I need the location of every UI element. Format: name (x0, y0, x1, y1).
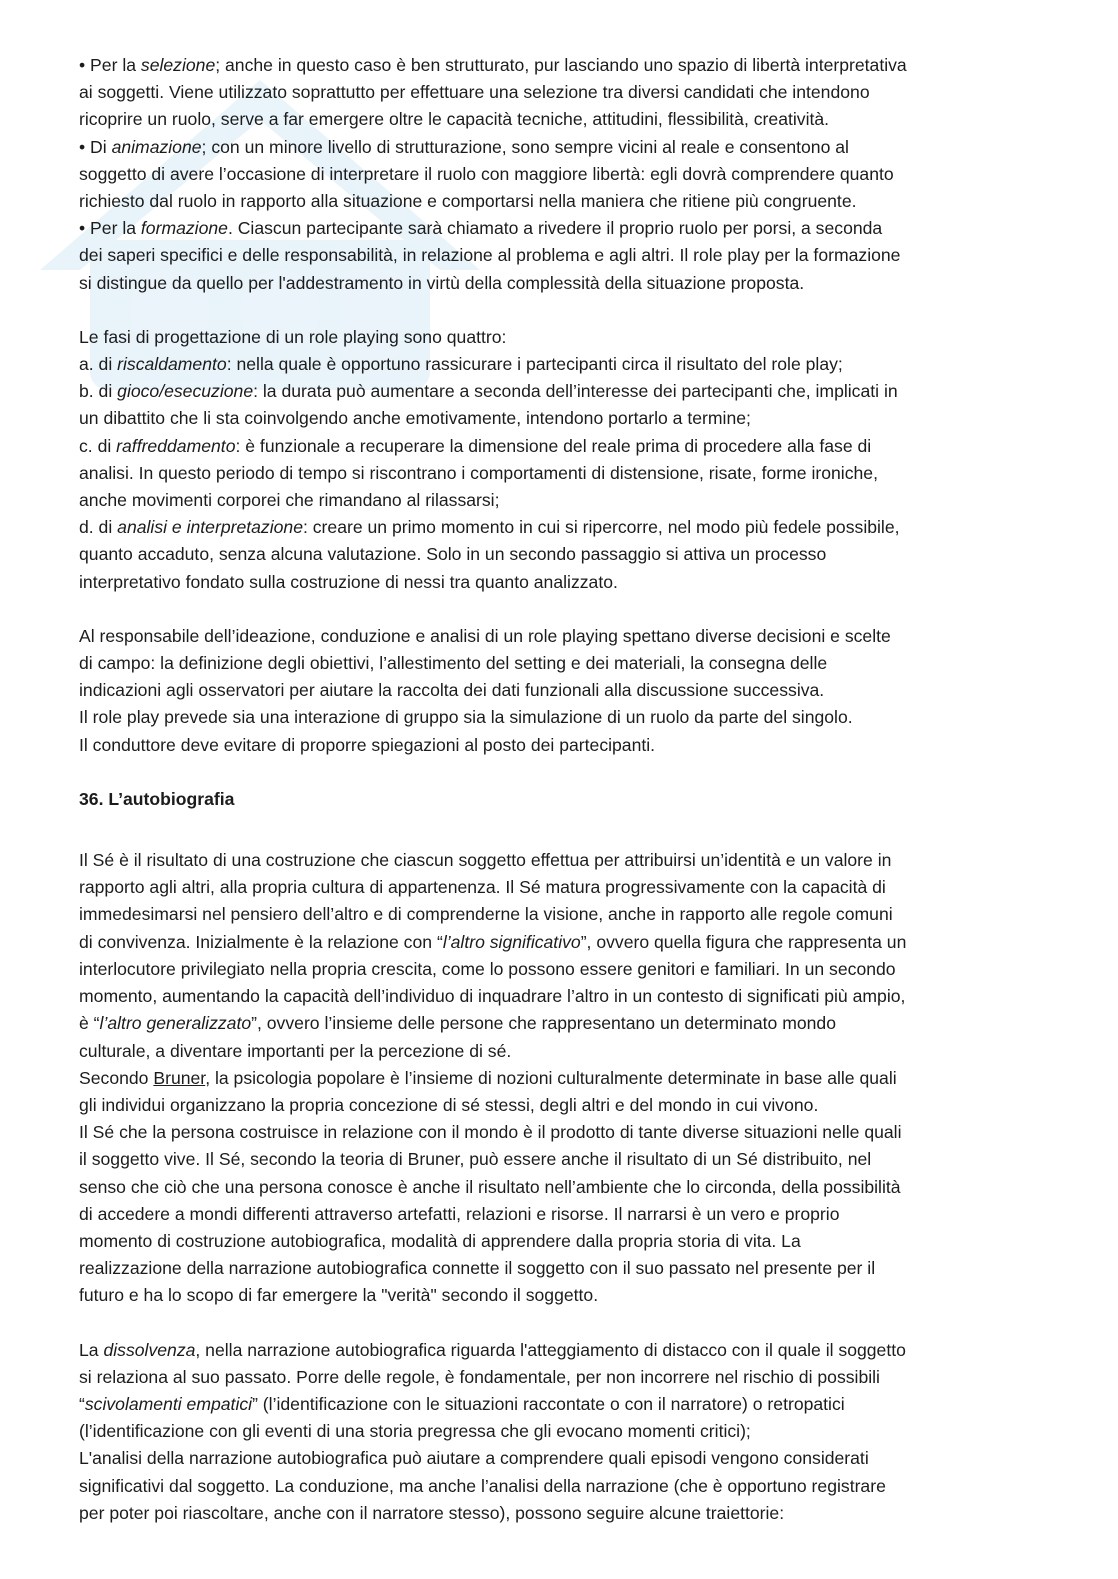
text-line: ai soggetti. Viene utilizzato soprattutto per effettuare una selezione tra diversi candidati che intendono (79, 82, 870, 103)
text-line: si relaziona al suo passato. Porre delle regole, è fondamentale, per non incorrere nel rischio di possibili (79, 1366, 880, 1387)
text-line: momento, aumentando la capacità dell’individuo di inquadrare l’altro in un contesto di significati più ampio, (79, 986, 906, 1007)
text-line: quanto accaduto, senza alcuna valutazione. Solo in un secondo passaggio si attiva un processo (79, 544, 827, 565)
text-line: Il role play prevede sia una interazione di gruppo sia la simulazione di un ruolo da parte del singolo. (79, 707, 853, 728)
text-line: interlocutore privilegiato nella propria crescita, come lo possono essere genitori e familiari. In un secondo (79, 958, 896, 979)
text-line: Il conduttore deve evitare di proporre spiegazioni al posto dei partecipanti. (79, 734, 656, 755)
bruner-link[interactable]: Bruner (153, 1067, 206, 1088)
text-line: anche movimenti corporei che rimandano al rilassarsi; (79, 490, 500, 511)
dissolvenza-paragraph (79, 1337, 1051, 1527)
text-line: indicazioni agli osservatori per aiutare la raccolta dei dati funzionali alla discussione successiva. (79, 680, 825, 701)
text-line: un dibattito che li sta coinvolgendo anche emotivamente, intendono portarlo a termine; (79, 408, 751, 429)
text-line: di campo: la definizione degli obiettivi, l’allestimento del setting e dei materiali, la consegna delle (79, 653, 828, 674)
text-line: immedesimarsi nel pensiero dell’altro e di comprenderne la visione, anche in rapporto alle regole comuni (79, 904, 893, 925)
section-heading: 36. L’autobiografia (79, 788, 235, 809)
text-line: soggetto di avere l’occasione di interpretare il ruolo con maggiore libertà: egli dovrà comprendere quanto (79, 163, 894, 184)
text-line: momento di costruzione autobiografica, modalità di apprendere dalla propria storia di vita. La (79, 1230, 801, 1251)
text-line: Il Sé che la persona costruisce in relazione con il mondo è il prodotto di tante diverse situazioni nelle quali (79, 1122, 902, 1143)
phase-c: c. di raffreddamento: è funzionale a recuperare la dimensione del reale prima di procedere alla fase di (79, 435, 872, 456)
text-line: La dissolvenza, nella narrazione autobiografica riguarda l'atteggiamento di distacco con il quale il soggetto (79, 1339, 906, 1360)
text-line: richiesto dal ruolo in rapporto alla situazione e comportarsi nella maniera che ritiene più congruente. (79, 191, 857, 212)
text-line: gli individui organizzano la propria concezione di sé stessi, degli altri e del mondo in cui vivono. (79, 1094, 819, 1115)
text-line: L'analisi della narrazione autobiografica può aiutare a comprendere quali episodi vengono considerati (79, 1448, 869, 1469)
text-line: significativi dal soggetto. La conduzione, ma anche l’analisi della narrazione (che è opportuno registrare (79, 1475, 886, 1496)
text-line: culturale, a diventare importanti per la percezione di sé. (79, 1040, 512, 1061)
responsabile-paragraph (79, 623, 1051, 759)
text-line: rapporto agli altri, alla propria cultura di appartenenza. Il Sé matura progressivamente con la capacità di (79, 877, 886, 898)
text-line: è “l’altro generalizzato”, ovvero l’insieme delle persone che rappresentano un determinato mondo (79, 1013, 836, 1034)
phases-intro: Le fasi di progettazione di un role playing sono quattro: (79, 326, 507, 347)
text-line: senso che ciò che una persona conosce è anche il risultato nell’ambiente che lo circonda, della possibilità (79, 1176, 901, 1197)
text-line: di accedere a mondi differenti attraverso artefatti, relazioni e risorse. Il narrarsi è un vero e proprio (79, 1203, 840, 1224)
phase-b: b. di gioco/esecuzione: la durata può aumentare a seconda dell’interesse dei partecipanti che, implicati in (79, 381, 898, 402)
bullet-selezione: • Per la selezione; anche in questo caso è ben strutturato, pur lasciando uno spazio di libertà interpretativa (79, 55, 907, 75)
text-line: Il Sé è il risultato di una costruzione che ciascun soggetto effettua per attribuirsi un’identità e un valore in (79, 850, 892, 871)
se-paragraph (79, 847, 1051, 1309)
text-line: analisi. In questo periodo di tempo si riscontrano i comportamenti di distensione, risate, forme ironiche, (79, 462, 878, 483)
text-line: realizzazione della narrazione autobiografica connette il soggetto con il suo passato nel presente per il (79, 1258, 876, 1279)
phases-paragraph (79, 324, 1051, 596)
text-line: futuro e ha lo scopo di far emergere la "verità" secondo il soggetto. (79, 1285, 599, 1306)
text-line: Al responsabile dell’ideazione, conduzione e analisi di un role playing spettano diverse decisioni e scelte (79, 625, 891, 646)
bullet-animazione: • Di animazione; con un minore livello di strutturazione, sono sempre vicini al reale e consentono al (79, 136, 849, 157)
text-line: Secondo Bruner, la psicologia popolare è l’insieme di nozioni culturalmente determinate in base alle quali (79, 1067, 897, 1088)
text-line: si distingue da quello per l'addestramento in virtù della complessità della situazione proposta. (79, 272, 805, 293)
text-line: di convivenza. Inizialmente è la relazione con “l’altro significativo”, ovvero quella figura che rappresenta un (79, 931, 907, 952)
phase-d: d. di analisi e interpretazione: creare un primo momento in cui si ripercorre, nel modo più fedele possibile, (79, 517, 900, 538)
text-line: “scivolamenti empatici” (l’identificazione con le situazioni raccontate o con il narratore) o retropatici (79, 1393, 845, 1414)
text-line: (l’identificazione con gli eventi di una storia pregressa che gli evocano momenti critici); (79, 1421, 751, 1442)
text-line: il soggetto vive. Il Sé, secondo la teoria di Bruner, può essere anche il risultato di un Sé distribuito, nel (79, 1149, 872, 1170)
text-line: ricoprire un ruolo, serve a far emergere oltre le capacità tecniche, attitudini, flessibilità, creatività. (79, 109, 830, 130)
text-line: dei saperi specifici e delle responsabilità, in relazione al problema e agli altri. Il role play per la formazione (79, 245, 901, 266)
document-page (79, 52, 1051, 1527)
phase-a: a. di riscaldamento: nella quale è opportuno rassicurare i partecipanti circa il risultato del role play; (79, 354, 843, 375)
bullet-formazione: • Per la formazione. Ciascun partecipante sarà chiamato a rivedere il proprio ruolo per porsi, a seconda (79, 218, 883, 239)
role-play-types (79, 52, 1051, 297)
text-line: per poter poi riascoltare, anche con il narratore stesso), possono seguire alcune traiettorie: (79, 1502, 785, 1523)
text-line: interpretativo fondato sulla costruzione di nessi tra quanto analizzato. (79, 571, 618, 592)
